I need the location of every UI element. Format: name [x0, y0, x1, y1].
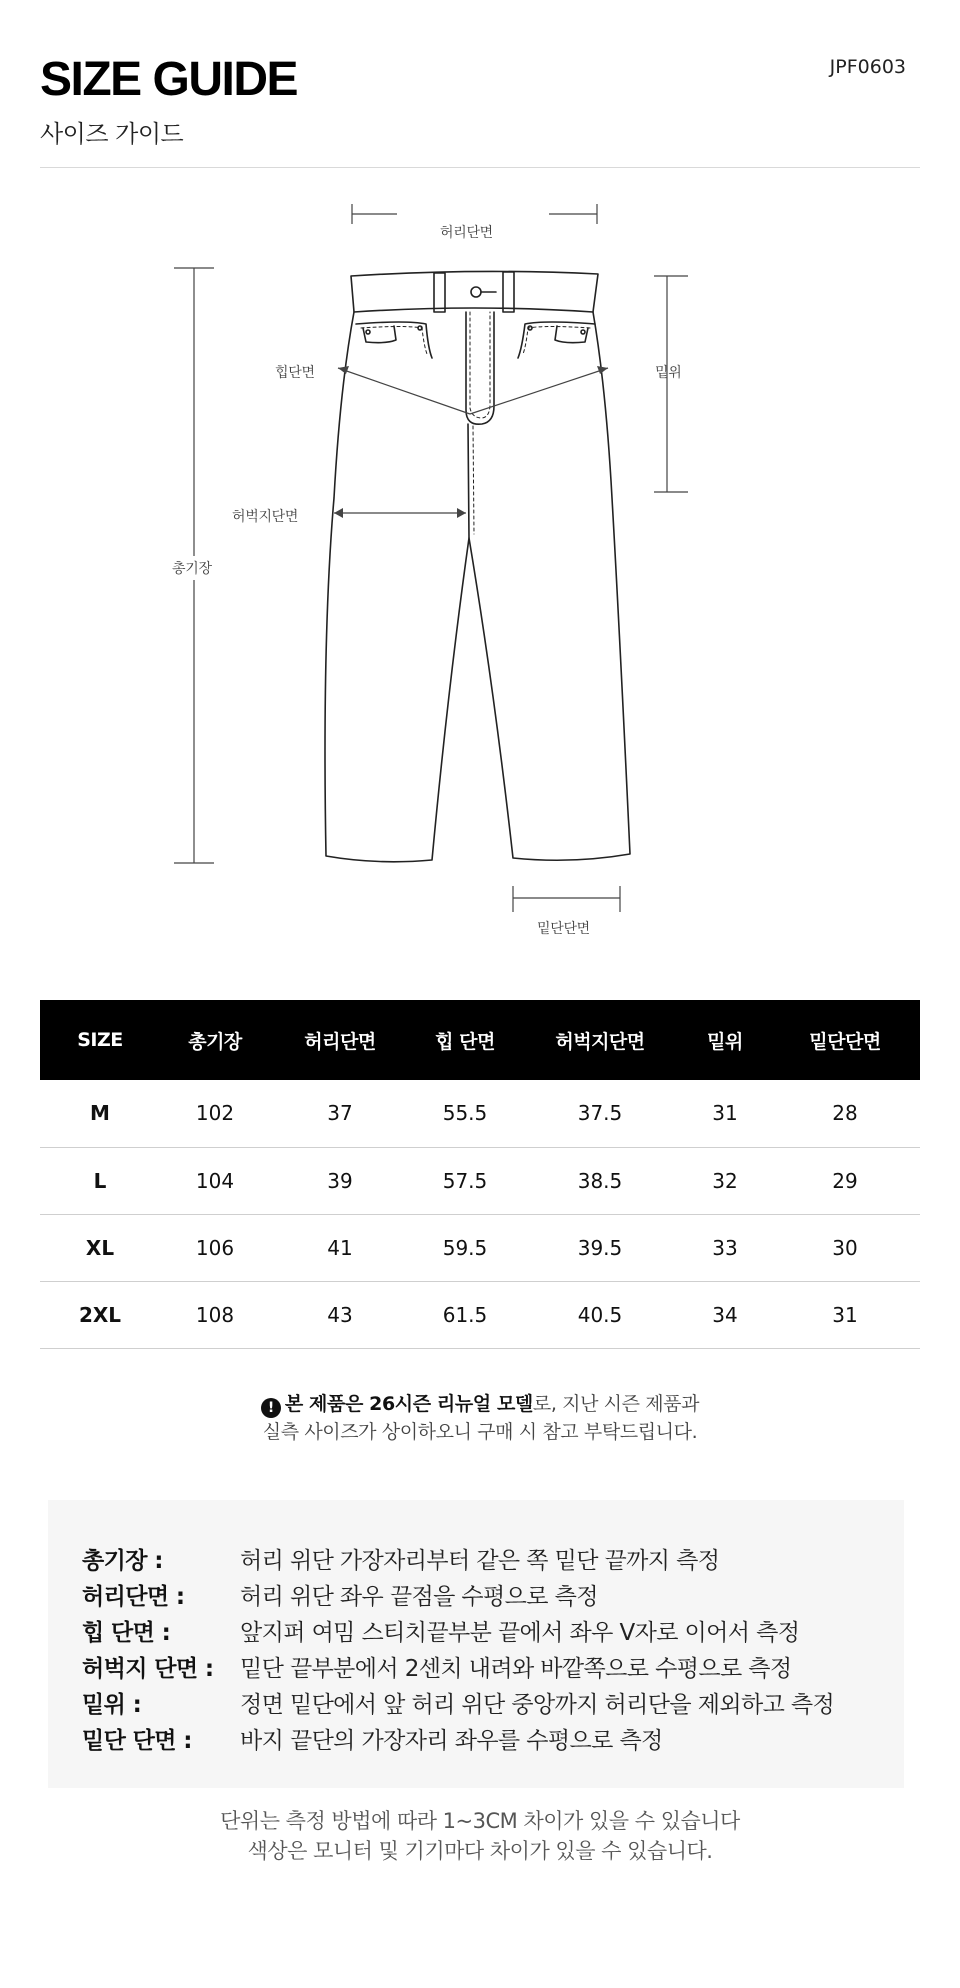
definition-desc: 허리 위단 가장자리부터 같은 쪽 밑단 끝까지 측정	[240, 1547, 720, 1574]
rise-cell: 31	[680, 1080, 770, 1147]
size-cell: M	[40, 1080, 160, 1147]
hip-cell: 61.5	[410, 1281, 520, 1348]
waist-cell: 39	[270, 1147, 410, 1214]
total-length-label: 총기장	[172, 556, 212, 580]
total-length-cell: 104	[160, 1147, 270, 1214]
definition-term: 허벅지 단면 :	[82, 1655, 214, 1682]
hip-cell: 59.5	[410, 1214, 520, 1281]
thigh-cell: 37.5	[520, 1080, 680, 1147]
table-header-row	[40, 1000, 920, 1080]
hem-label: 밑단단면	[537, 921, 590, 937]
table-row	[40, 1214, 920, 1281]
header	[40, 0, 920, 168]
definition-row	[82, 1576, 904, 1612]
hem-cell: 28	[770, 1080, 920, 1147]
definition-desc: 정면 밑단에서 앞 허리 위단 중앙까지 허리단을 제외하고 측정	[240, 1691, 835, 1718]
hip-cell: 55.5	[410, 1080, 520, 1147]
hem-cell: 29	[770, 1147, 920, 1214]
pants-measurement-diagram	[0, 168, 960, 988]
total-length-cell: 106	[160, 1214, 270, 1281]
thigh-cell: 39.5	[520, 1214, 680, 1281]
notice-line-2: 실측 사이즈가 상이하오니 구매 시 참고 부탁드립니다.	[262, 1421, 698, 1443]
total-length-cell: 102	[160, 1080, 270, 1147]
waist-label: 허리단면	[440, 225, 493, 241]
definition-desc: 바지 끝단의 가장자리 좌우를 수평으로 측정	[240, 1727, 663, 1754]
rise-label: 밑위	[655, 365, 682, 381]
definition-row	[82, 1540, 904, 1576]
hem-cell: 30	[770, 1214, 920, 1281]
header-waist: 허리단면	[270, 1000, 410, 1080]
definition-term: 허리단면 :	[82, 1583, 185, 1610]
table-row	[40, 1147, 920, 1214]
size-cell: L	[40, 1147, 160, 1214]
header-total-length: 총기장	[160, 1000, 270, 1080]
waist-cell: 37	[270, 1080, 410, 1147]
definition-row	[82, 1612, 904, 1648]
waist-cell: 41	[270, 1214, 410, 1281]
header-hip: 힙 단면	[410, 1000, 520, 1080]
hip-cell: 57.5	[410, 1147, 520, 1214]
size-cell: 2XL	[40, 1281, 160, 1348]
hem-cell: 31	[770, 1281, 920, 1348]
table-row	[40, 1281, 920, 1348]
size-cell: XL	[40, 1214, 160, 1281]
definition-term: 밑위 :	[82, 1691, 142, 1718]
header-hem: 밑단단면	[770, 1000, 920, 1080]
table-row	[40, 1080, 920, 1147]
exclamation-icon: !	[261, 1398, 281, 1418]
product-code: JPF0603	[829, 56, 906, 78]
header-size: SIZE	[40, 1000, 160, 1080]
hip-label: 힙단면	[275, 365, 315, 381]
pants-outline	[325, 271, 630, 861]
total-length-cell: 108	[160, 1281, 270, 1348]
footer-line-2: 색상은 모니터 및 기기마다 차이가 있을 수 있습니다.	[247, 1839, 713, 1863]
definition-desc: 밑단 끝부분에서 2센치 내려와 바깥쪽으로 수평으로 측정	[240, 1655, 792, 1682]
page-subtitle: 사이즈 가이드	[40, 120, 184, 148]
notice-line-1	[0, 1390, 960, 1418]
thigh-cell: 40.5	[520, 1281, 680, 1348]
definition-term: 힙 단면 :	[82, 1619, 171, 1646]
measurement-definitions	[48, 1500, 904, 1788]
definition-row	[82, 1720, 904, 1756]
notice	[0, 1390, 960, 1446]
pants-illustration	[0, 168, 960, 988]
footer-notes	[0, 1806, 960, 1866]
notice-bold-text: 본 제품은 26시즌 리뉴얼 모델	[284, 1393, 533, 1415]
page-title: SIZE GUIDE	[40, 53, 298, 106]
notice-text: 로, 지난 시즌 제품과	[532, 1393, 700, 1415]
definition-row	[82, 1648, 904, 1684]
rise-cell: 33	[680, 1214, 770, 1281]
thigh-label: 허벅지단면	[232, 509, 299, 525]
header-rise: 밑위	[680, 1000, 770, 1080]
definition-row	[82, 1684, 904, 1720]
size-table	[40, 1000, 920, 1349]
definition-desc: 앞지퍼 여밈 스티치끝부분 끝에서 좌우 V자로 이어서 측정	[240, 1619, 800, 1646]
footer-line-1: 단위는 측정 방법에 따라 1~3CM 차이가 있을 수 있습니다	[220, 1809, 740, 1833]
thigh-cell: 38.5	[520, 1147, 680, 1214]
definition-term: 총기장 :	[82, 1547, 163, 1574]
rise-cell: 34	[680, 1281, 770, 1348]
definition-desc: 허리 위단 좌우 끝점을 수평으로 측정	[240, 1583, 598, 1610]
waist-cell: 43	[270, 1281, 410, 1348]
rise-cell: 32	[680, 1147, 770, 1214]
definition-term: 밑단 단면 :	[82, 1727, 192, 1754]
header-thigh: 허벅지단면	[520, 1000, 680, 1080]
